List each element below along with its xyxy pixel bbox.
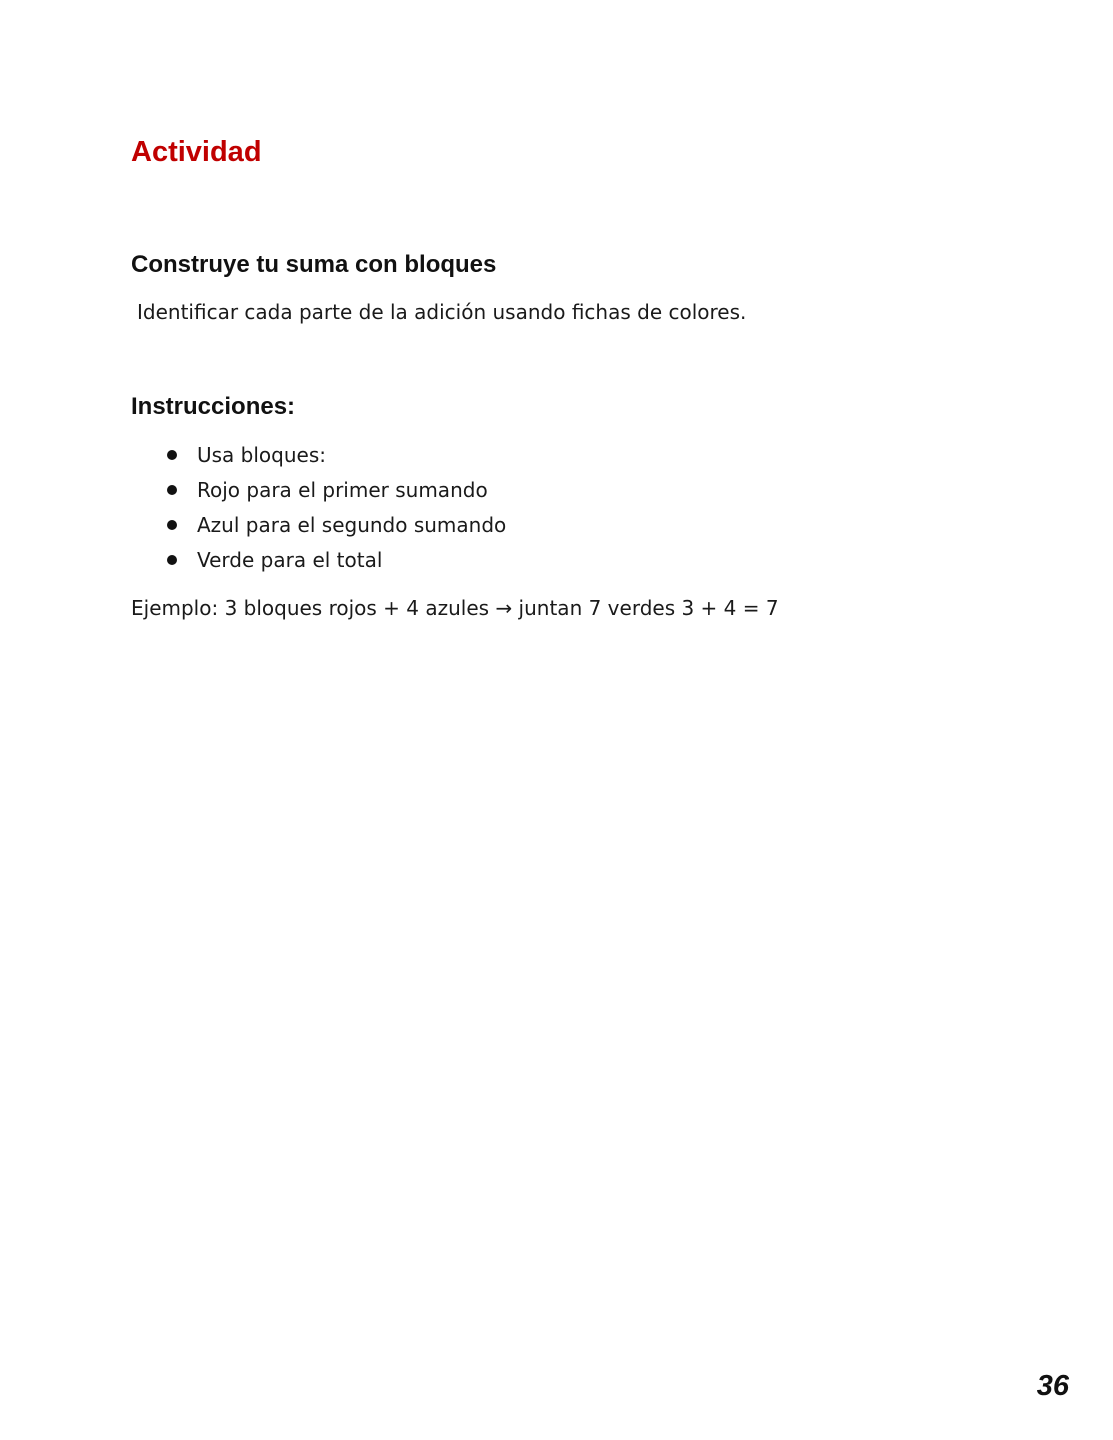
list-item-text: Azul para el segundo sumando: [197, 513, 507, 537]
bullet-icon: [167, 520, 177, 530]
instructions-list: [165, 441, 506, 581]
section-heading: Actividad: [131, 136, 262, 168]
instructions-title: Instrucciones:: [131, 393, 296, 420]
activity-description: Identificar cada parte de la adición usando fichas de colores.: [137, 300, 747, 324]
list-item-text: Verde para el total: [197, 548, 383, 572]
activity-title: Construye tu suma con bloques: [131, 251, 497, 278]
list-item: [165, 441, 506, 476]
example-text: Ejemplo: 3 bloques rojos + 4 azules → juntan 7 verdes 3 + 4 = 7: [131, 596, 779, 620]
bullet-icon: [167, 485, 177, 495]
page-number: 36: [1036, 1370, 1069, 1402]
bullet-icon: [167, 555, 177, 565]
list-item: [165, 546, 506, 581]
list-item: [165, 476, 506, 511]
bullet-icon: [167, 450, 177, 460]
list-item-text: Rojo para el primer sumando: [197, 478, 488, 502]
list-item-text: Usa bloques:: [197, 443, 326, 467]
list-item: [165, 511, 506, 546]
